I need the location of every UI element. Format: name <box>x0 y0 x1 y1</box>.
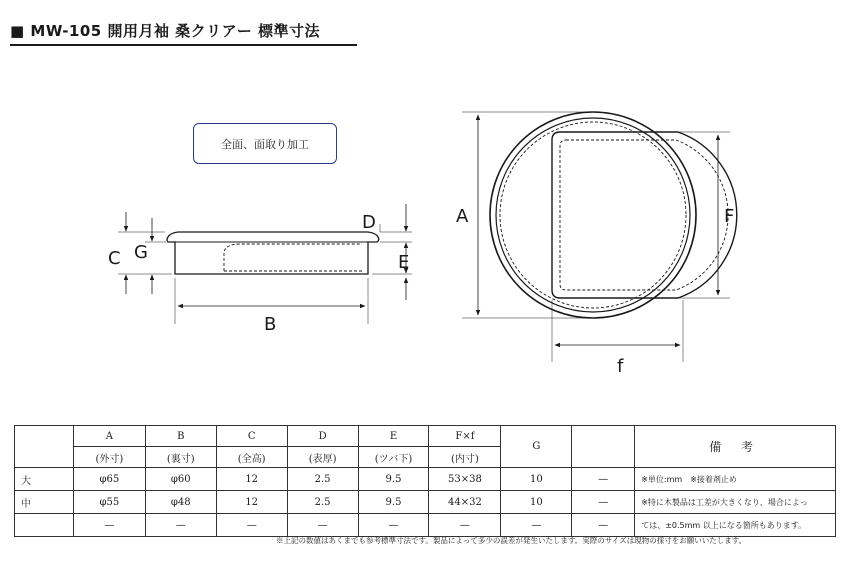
hidden-recess <box>224 244 362 271</box>
table-cell: 9.5 <box>358 491 429 514</box>
note-text: 全面、面取り加工 <box>221 137 309 151</box>
header-sub-a: (外寸) <box>73 447 145 468</box>
finger-pull-opening <box>552 132 737 298</box>
header-sub-e: (ツバ下) <box>358 447 429 468</box>
row-label: 大 <box>15 468 74 491</box>
row-label: 中 <box>15 491 74 514</box>
header-sub-b: (裏寸) <box>145 447 216 468</box>
remark-cell: ては、±0.5mm 以上になる箇所もあります。 <box>635 514 836 537</box>
header-cell-blank <box>572 426 635 468</box>
chamfer-circle <box>500 122 686 308</box>
header-sub-c: (全高) <box>216 447 287 468</box>
dimension-g <box>145 218 166 294</box>
table-header-row-top <box>15 426 836 447</box>
table-cell: — <box>73 514 145 537</box>
side-view <box>167 232 379 274</box>
table-cell: φ48 <box>145 491 216 514</box>
remarks-header: 備 考 <box>635 426 836 468</box>
table-cell: φ55 <box>73 491 145 514</box>
table-cell: — <box>358 514 429 537</box>
page-title: ■ MW-105 開用月袖 桑クリアー 標準寸法 <box>10 22 320 40</box>
top-view <box>490 112 737 318</box>
table-cell: — <box>287 514 358 537</box>
table-cell: 10 <box>501 468 572 491</box>
dimension-a <box>462 112 600 318</box>
table-cell: — <box>145 514 216 537</box>
table-row <box>15 491 836 514</box>
table-cell: 2.5 <box>287 468 358 491</box>
footer-note: ※上記の数値はあくまでも参考標準寸法です。製品によって多少の誤差が発生いたします。実際のサイズは現物の採寸をお願いいたします。 <box>276 536 747 545</box>
table-cell: — <box>429 514 501 537</box>
header-sub-d: (表厚) <box>287 447 358 468</box>
table-row <box>15 514 836 537</box>
table-cell: — <box>216 514 287 537</box>
table-cell: φ60 <box>145 468 216 491</box>
header-cell-c: C <box>216 426 287 447</box>
dimension-f-height-label: F <box>724 206 735 227</box>
dimension-d <box>380 204 412 242</box>
header-sub-ff: (内寸) <box>429 447 501 468</box>
dimension-d-label: D <box>362 212 376 233</box>
table-cell: 12 <box>216 491 287 514</box>
table-cell: 12 <box>216 468 287 491</box>
header-cell-b: B <box>145 426 216 447</box>
table-cell: — <box>501 514 572 537</box>
table-row <box>15 468 836 491</box>
dimension-f-width-label: f <box>617 356 624 377</box>
side-view-outline <box>167 232 379 274</box>
remark-cell: ※特に木製品は工差が大きくなり、場合によっ <box>635 491 836 514</box>
inner-circle <box>496 118 690 312</box>
remark-cell: ※単位:mm ※接着剤止め <box>635 468 836 491</box>
finger-pull-inner <box>560 140 728 290</box>
table-cell: 9.5 <box>358 468 429 491</box>
row-label <box>15 514 74 537</box>
header-cell-e: E <box>358 426 429 447</box>
table-cell: — <box>572 514 635 537</box>
table-cell: φ65 <box>73 468 145 491</box>
dimension-g-label: G <box>134 242 148 263</box>
dimension-a-label: A <box>456 206 469 227</box>
header-cell <box>15 426 74 468</box>
header-cell-d: D <box>287 426 358 447</box>
header-cell-a: A <box>73 426 145 447</box>
table-cell: — <box>572 491 635 514</box>
outer-circle <box>490 112 696 318</box>
dimension-b-label: B <box>264 314 277 335</box>
spec-table <box>14 425 836 537</box>
header-cell-g: G <box>501 426 572 468</box>
table-cell: 10 <box>501 491 572 514</box>
table-cell: 2.5 <box>287 491 358 514</box>
table-cell: — <box>572 468 635 491</box>
dimension-e-label: E <box>398 252 410 273</box>
dimension-f-height <box>600 132 730 298</box>
header-cell-ff: F×f <box>429 426 501 447</box>
table-cell: 53×38 <box>429 468 501 491</box>
dimension-c-label: C <box>108 248 121 269</box>
table-cell: 44×32 <box>429 491 501 514</box>
